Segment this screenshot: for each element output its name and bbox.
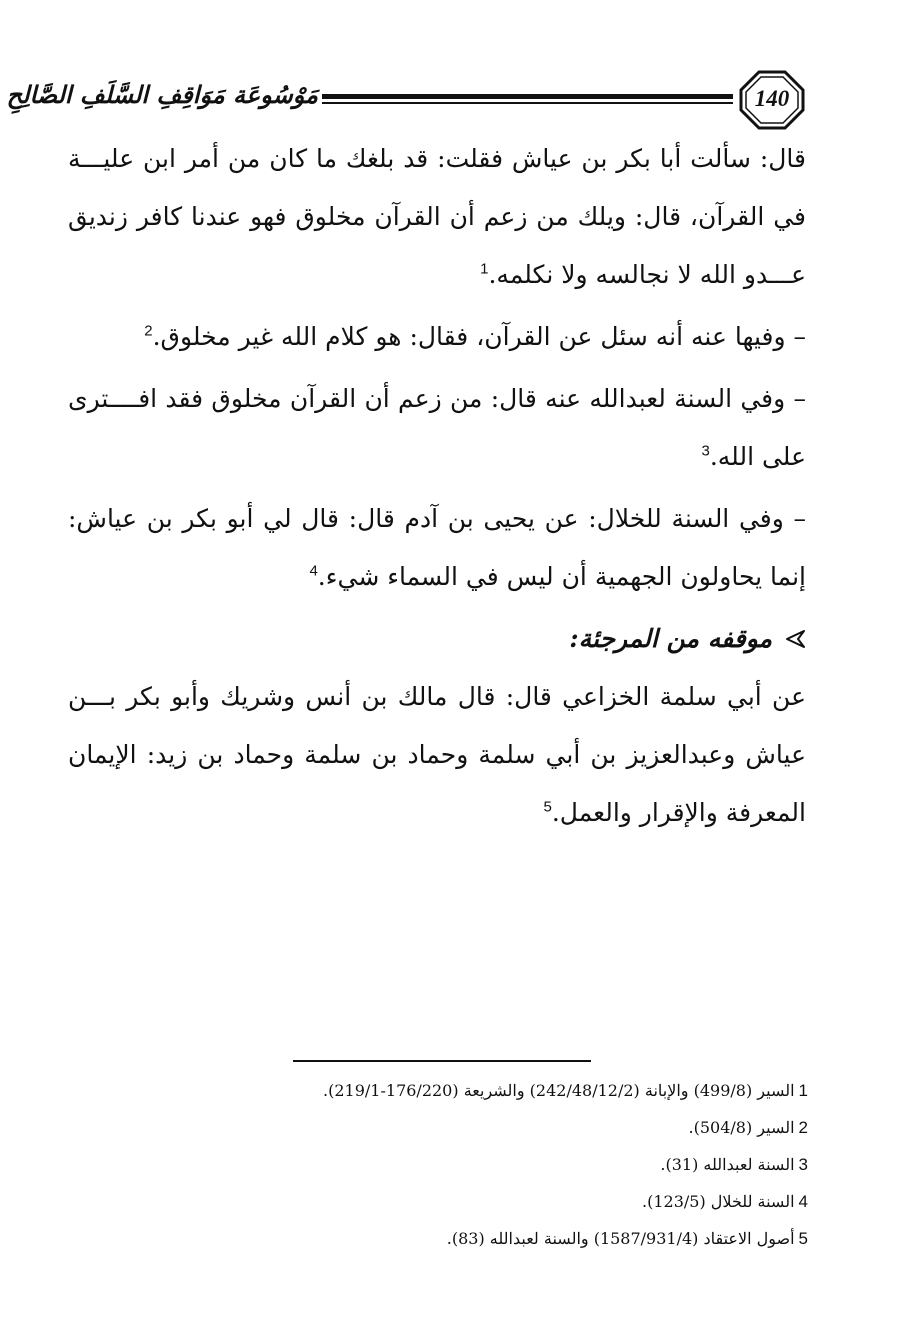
paragraph-4 <box>68 490 806 606</box>
paragraph-1 <box>68 130 806 304</box>
page-number: 140 <box>754 86 790 111</box>
arrow-bullet-icon <box>784 628 806 650</box>
paragraph-4-text: – وفي السنة للخلال: عن يحيى بن آدم قال: قال لي أبو بكر بن عياش: إنما يحاولون الجهمية أن ليس في السماء شيء. <box>68 504 806 591</box>
footnote-3 <box>100 1146 808 1183</box>
footnote-ref-1: 1 <box>480 260 489 278</box>
paragraph-3-text: – وفي السنة لعبدالله عنه قال: من زعم أن القرآن مخلوق فقد افــــترى على الله. <box>68 384 806 471</box>
footnote-number: 4 <box>798 1192 808 1211</box>
paragraph-5 <box>68 668 806 842</box>
paragraph-2-text: – وفيها عنه أنه سئل عن القرآن، فقال: هو كلام الله غير مخلوق. <box>152 322 806 351</box>
paragraph-1-text: قال: سألت أبا بكر بن عياش فقلت: قد بلغك ما كان من أمر ابن عليـــة في القرآن، قال: ويلك من زعم أن القرآن مخلوق فهو عندنا كافر زنديق عـــدو الله لا نجالسه ولا نكلمه. <box>68 144 806 289</box>
paragraph-5-text: عن أبي سلمة الخزاعي قال: قال مالك بن أنس وشريك وأبو بكر بـــن عياش وعبدالعزيز بن أبي سلمة وحماد بن سلمة وحماد بن زيد: الإيمان المعرفة والإقرار والعمل. <box>68 682 806 827</box>
footnote-text: السنة لعبدالله (31). <box>660 1155 795 1174</box>
paragraph-2 <box>68 308 806 366</box>
footnote-number: 2 <box>798 1118 808 1137</box>
page-header <box>6 70 805 130</box>
footnote-1 <box>100 1072 808 1109</box>
footnote-text: أصول الاعتقاد (1587/931/4) والسنة لعبدالله (83). <box>446 1229 795 1248</box>
header-rule <box>322 94 733 108</box>
footnote-4 <box>100 1183 808 1220</box>
footnotes <box>100 1072 808 1257</box>
footnote-ref-3: 3 <box>701 442 710 460</box>
footnote-number: 5 <box>798 1229 808 1248</box>
footnote-number: 3 <box>798 1155 808 1174</box>
footnote-ref-2: 2 <box>144 322 153 340</box>
header-rule-thin <box>322 102 733 104</box>
footnote-2 <box>100 1109 808 1146</box>
footnote-text: السير (504/8). <box>688 1118 795 1137</box>
series-title: مَوْسُوعَة مَوَاقِفِ السَّلَفِ الصَّالِحِ <box>6 80 318 109</box>
footnote-text: السير (499/8) والإبانة (242/48/12/2) والشريعة (176/220-219/1). <box>323 1081 795 1100</box>
footnote-ref-4: 4 <box>309 562 318 580</box>
footnote-separator <box>293 1060 591 1062</box>
paragraph-3 <box>68 370 806 486</box>
page-number-badge <box>739 70 805 130</box>
footnote-ref-5: 5 <box>543 798 552 816</box>
section-heading-text: موقفه من المرجئة: <box>569 624 772 653</box>
header-rule-thick <box>322 94 733 99</box>
footnote-number: 1 <box>798 1081 808 1100</box>
section-heading <box>68 610 806 668</box>
main-text <box>68 130 806 846</box>
footnote-text: السنة للخلال (123/5). <box>642 1192 795 1211</box>
footnote-5 <box>100 1220 808 1257</box>
